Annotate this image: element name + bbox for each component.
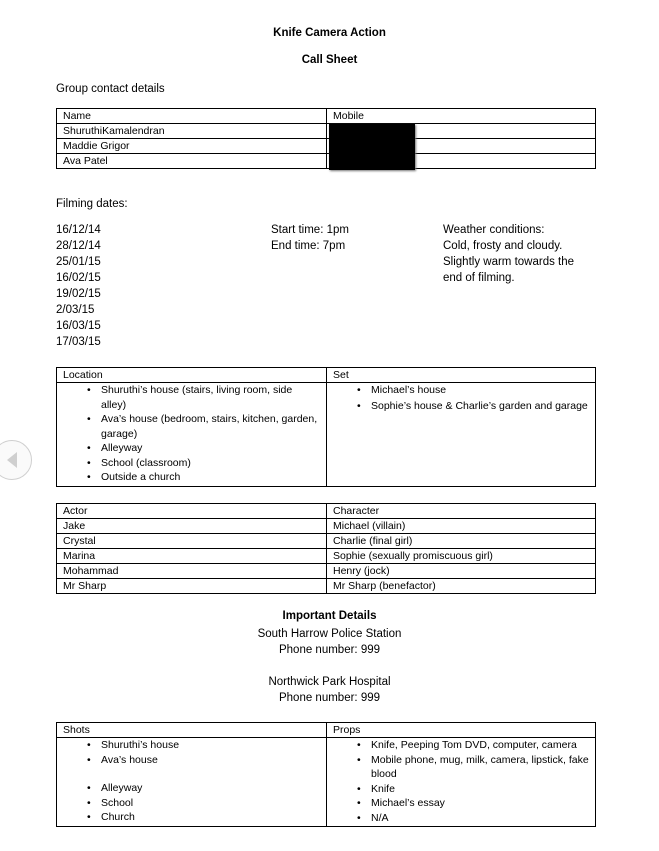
- table-row: [57, 564, 596, 579]
- header-actor: Actor: [57, 504, 327, 519]
- filming-date: 2/03/15: [56, 304, 95, 316]
- header-props: Props: [327, 723, 596, 738]
- location-cell: [57, 383, 327, 487]
- set-cell: [327, 383, 596, 487]
- important-heading: Important Details: [282, 610, 377, 622]
- filming-date: 16/03/15: [56, 320, 101, 332]
- end-time: End time: 7pm: [271, 240, 346, 252]
- character-name: Michael (villain): [327, 519, 596, 534]
- actor-name: Marina: [57, 549, 327, 564]
- table-row: [57, 383, 596, 487]
- list-item: • Shuruthi’s house: [101, 738, 320, 753]
- contact-name: ShuruthiKamalendran: [57, 124, 327, 139]
- contact-name: Maddie Grigor: [57, 139, 327, 154]
- cast-table: [56, 503, 596, 594]
- list-item: • Michael’s essay: [371, 796, 589, 811]
- table-header-row: [57, 109, 596, 124]
- filming-date: 25/01/15: [56, 256, 101, 268]
- actor-name: Mr Sharp: [57, 579, 327, 594]
- list-item: • Ava’s house: [101, 753, 320, 768]
- list-item: • Outside a church: [101, 470, 320, 485]
- list-item: • Michael’s house: [371, 383, 589, 398]
- document-subtitle: Call Sheet: [301, 54, 358, 66]
- location-list: [63, 383, 320, 485]
- filming-dates-list: [56, 222, 101, 350]
- filming-date: 28/12/14: [56, 240, 101, 252]
- list-item: • Knife, Peeping Tom DVD, computer, camera: [371, 738, 589, 753]
- header-mobile: Mobile: [327, 109, 596, 124]
- filming-date: 16/12/14: [56, 224, 101, 236]
- weather-heading: Weather conditions:: [443, 224, 545, 236]
- table-header-row: [57, 723, 596, 738]
- hospital-name: Northwick Park Hospital: [268, 676, 391, 688]
- contact-heading: Group contact details: [56, 83, 165, 95]
- hospital-phone: Phone number: 999: [278, 692, 381, 704]
- header-shots: Shots: [57, 723, 327, 738]
- shots-cell: [57, 738, 327, 827]
- chevron-left-icon: [4, 450, 20, 470]
- table-row: [57, 124, 596, 139]
- filming-date: 19/02/15: [56, 288, 101, 300]
- redaction-box: [329, 124, 415, 170]
- list-item: • Knife: [371, 782, 589, 797]
- table-row: [57, 519, 596, 534]
- filming-date: 17/03/15: [56, 336, 101, 348]
- police-station-name: South Harrow Police Station: [257, 628, 402, 640]
- table-row: [57, 154, 596, 169]
- list-item: • Alleyway: [101, 781, 320, 796]
- set-list: [333, 383, 589, 413]
- table-header-row: [57, 504, 596, 519]
- shots-list: [63, 738, 320, 825]
- character-name: Henry (jock): [327, 564, 596, 579]
- table-row: [57, 534, 596, 549]
- start-time: Start time: 1pm: [271, 224, 349, 236]
- props-cell: [327, 738, 596, 827]
- list-item: • Sophie’s house & Charlie’s garden and garage: [371, 399, 589, 414]
- table-header-row: [57, 368, 596, 383]
- weather-line: Cold, frosty and cloudy.: [443, 240, 563, 252]
- list-item: • Ava’s house (bedroom, stairs, kitchen, garden, garage): [101, 412, 320, 441]
- shots-props-table: [56, 722, 596, 827]
- list-item: • School (classroom): [101, 456, 320, 471]
- weather-block: [443, 222, 574, 286]
- location-table: [56, 367, 596, 487]
- character-name: Mr Sharp (benefactor): [327, 579, 596, 594]
- list-item: • Alleyway: [101, 441, 320, 456]
- actor-name: Jake: [57, 519, 327, 534]
- list-item: • School: [101, 796, 320, 811]
- document-title: Knife Camera Action: [273, 27, 386, 39]
- list-item: • Shuruthi’s house (stairs, living room, side alley): [101, 383, 320, 412]
- police-phone: Phone number: 999: [278, 644, 381, 656]
- table-row: [57, 579, 596, 594]
- contacts-table: [56, 108, 596, 169]
- actor-name: Crystal: [57, 534, 327, 549]
- list-item: • Church: [101, 810, 320, 825]
- weather-line: Slightly warm towards the: [443, 256, 575, 268]
- list-item: • Mobile phone, mug, milk, camera, lipstick, fake blood: [371, 753, 589, 782]
- filming-times: [271, 222, 349, 254]
- contact-name: Ava Patel: [57, 154, 327, 169]
- table-row: [57, 549, 596, 564]
- table-row: [57, 139, 596, 154]
- header-set: Set: [327, 368, 596, 383]
- actor-name: Mohammad: [57, 564, 327, 579]
- props-list: [333, 738, 589, 825]
- header-character: Character: [327, 504, 596, 519]
- table-row: [57, 738, 596, 827]
- weather-line: end of filming.: [443, 272, 515, 284]
- character-name: Charlie (final girl): [327, 534, 596, 549]
- header-name: Name: [57, 109, 327, 124]
- header-location: Location: [57, 368, 327, 383]
- list-item: • N/A: [371, 811, 589, 826]
- character-name: Sophie (sexually promiscuous girl): [327, 549, 596, 564]
- prev-page-button[interactable]: [0, 440, 32, 480]
- filming-heading: Filming dates:: [56, 198, 128, 210]
- filming-date: 16/02/15: [56, 272, 101, 284]
